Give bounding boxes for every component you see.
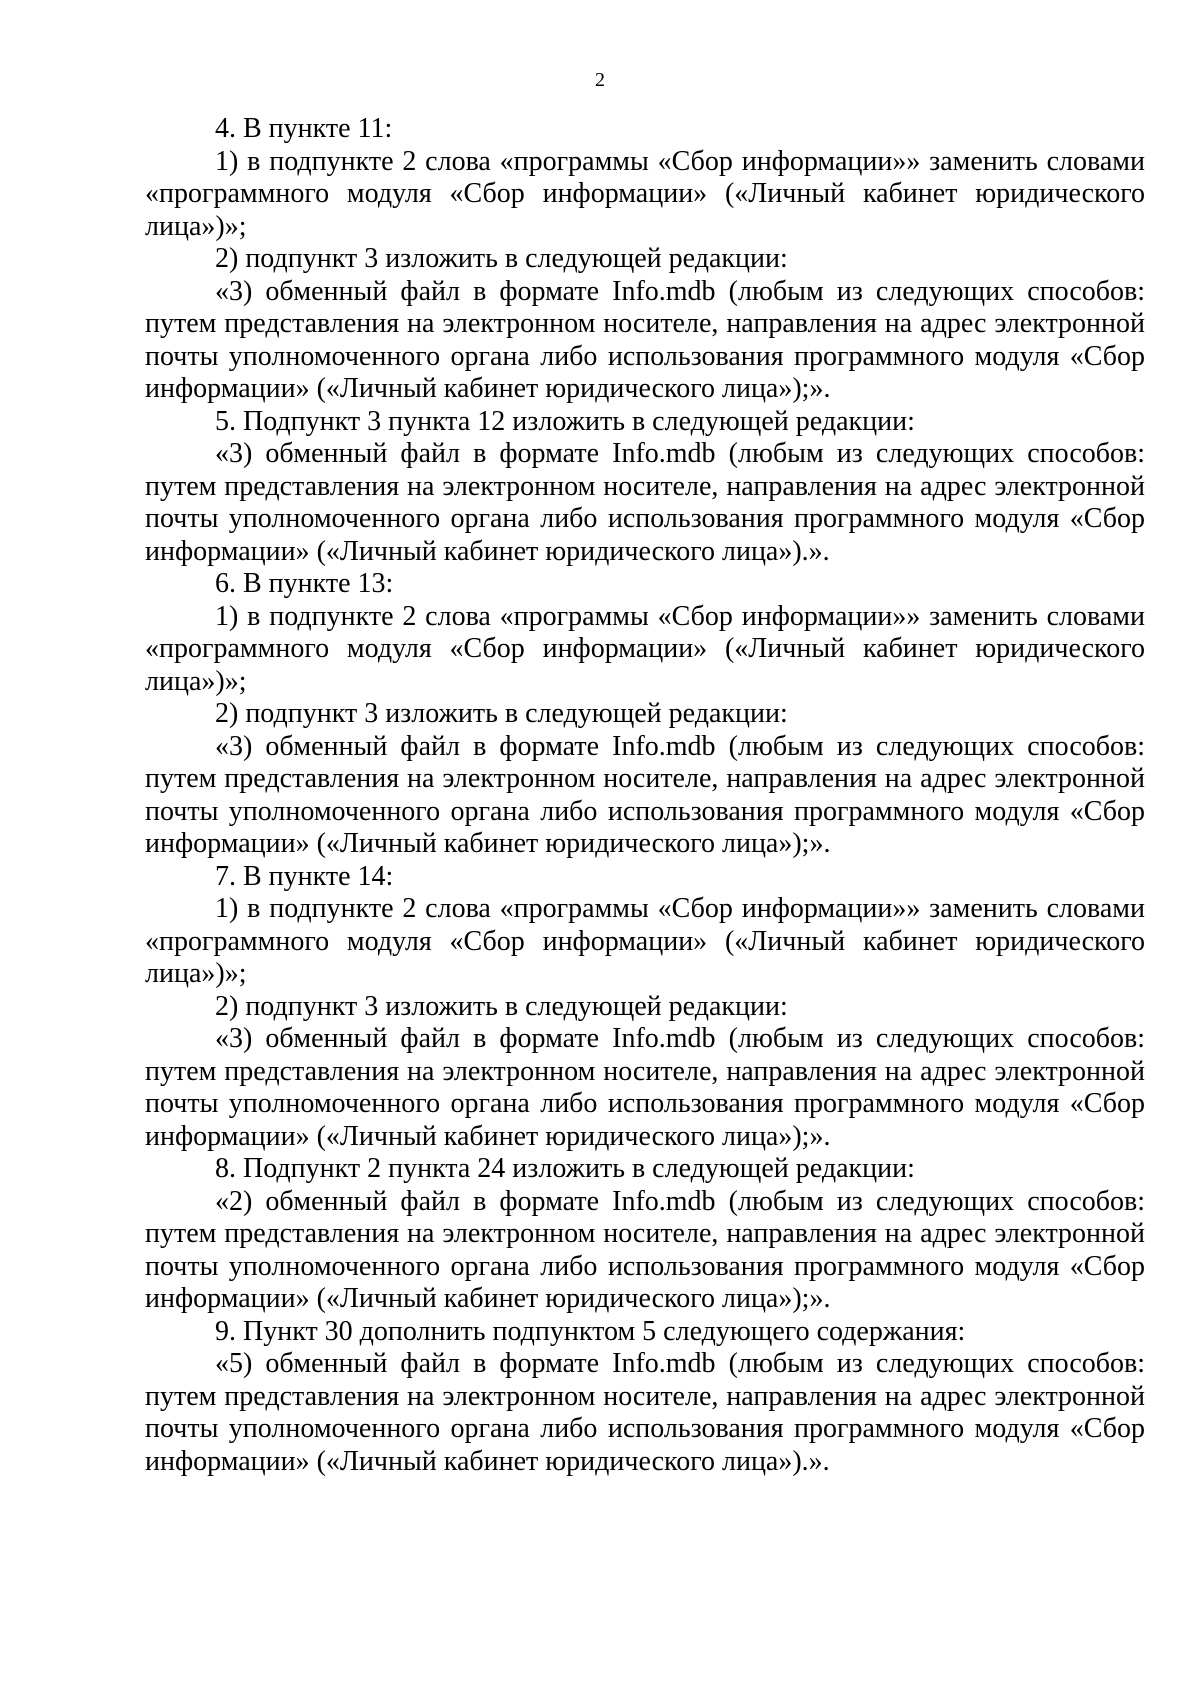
paragraph: 7. В пункте 14: [215, 860, 394, 892]
paragraph: «3) обменный файл в формате Info.mdb (любым из следующих способов: путем представления на электронном носителе, направления на адрес электронной почты уполномоченного органа либо использования программного модуля «Сбор информации» («Личный кабинет юридического лица»);». [145, 275, 1145, 404]
page-number: 2 [595, 69, 605, 91]
paragraph: 8. Подпункт 2 пункта 24 изложить в следующей редакции: [215, 1153, 915, 1184]
paragraph: 4. В пункте 11: [215, 113, 393, 144]
paragraph: 9. Пункт 30 дополнить подпунктом 5 следующего содержания: [215, 1315, 966, 1347]
paragraph: 1) в подпункте 2 слова «программы «Сбор информации»» заменить словами «программного модуля «Сбор информации» («Личный кабинет юридического лица»)»; [145, 145, 1145, 242]
paragraph: 6. В пункте 13: [215, 568, 394, 599]
paragraph: «3) обменный файл в формате Info.mdb (любым из следующих способов: путем представления на электронном носителе, направления на адрес электронной почты уполномоченного органа либо использования программного модуля «Сбор информации» («Личный кабинет юридического лица»);». [145, 1023, 1145, 1152]
paragraph: «2) обменный файл в формате Info.mdb (любым из следующих способов: путем представления на электронном носителе, направления на адрес электронной почты уполномоченного органа либо использования программного модуля «Сбор информации» («Личный кабинет юридического лица»);». [145, 1185, 1145, 1314]
paragraph: 2) подпункт 3 изложить в следующей редакции: [215, 990, 788, 1022]
paragraph: 1) в подпункте 2 слова «программы «Сбор информации»» заменить словами «программного модуля «Сбор информации» («Личный кабинет юридического лица»)»; [145, 893, 1145, 989]
document-body [145, 113, 1145, 1478]
paragraph: 1) в подпункте 2 слова «программы «Сбор информации»» заменить словами «программного модуля «Сбор информации» («Личный кабинет юридического лица»)»; [145, 600, 1145, 697]
paragraph: 5. Подпункт 3 пункта 12 изложить в следующей редакции: [215, 405, 915, 437]
paragraph: 2) подпункт 3 изложить в следующей редакции: [215, 243, 788, 274]
paragraph: «5) обменный файл в формате Info.mdb (любым из следующих способов: путем представления на электронном носителе, направления на адрес электронной почты уполномоченного органа либо использования программного модуля «Сбор информации» («Личный кабинет юридического лица»).». [145, 1348, 1145, 1477]
paragraph: «3) обменный файл в формате Info.mdb (любым из следующих способов: путем представления на электронном носителе, направления на адрес электронной почты уполномоченного органа либо использования программного модуля «Сбор информации» («Личный кабинет юридического лица»).». [145, 438, 1145, 567]
paragraph: «3) обменный файл в формате Info.mdb (любым из следующих способов: путем представления на электронном носителе, направления на адрес электронной почты уполномоченного органа либо использования программного модуля «Сбор информации» («Личный кабинет юридического лица»);». [145, 730, 1145, 859]
paragraph: 2) подпункт 3 изложить в следующей редакции: [215, 698, 788, 729]
